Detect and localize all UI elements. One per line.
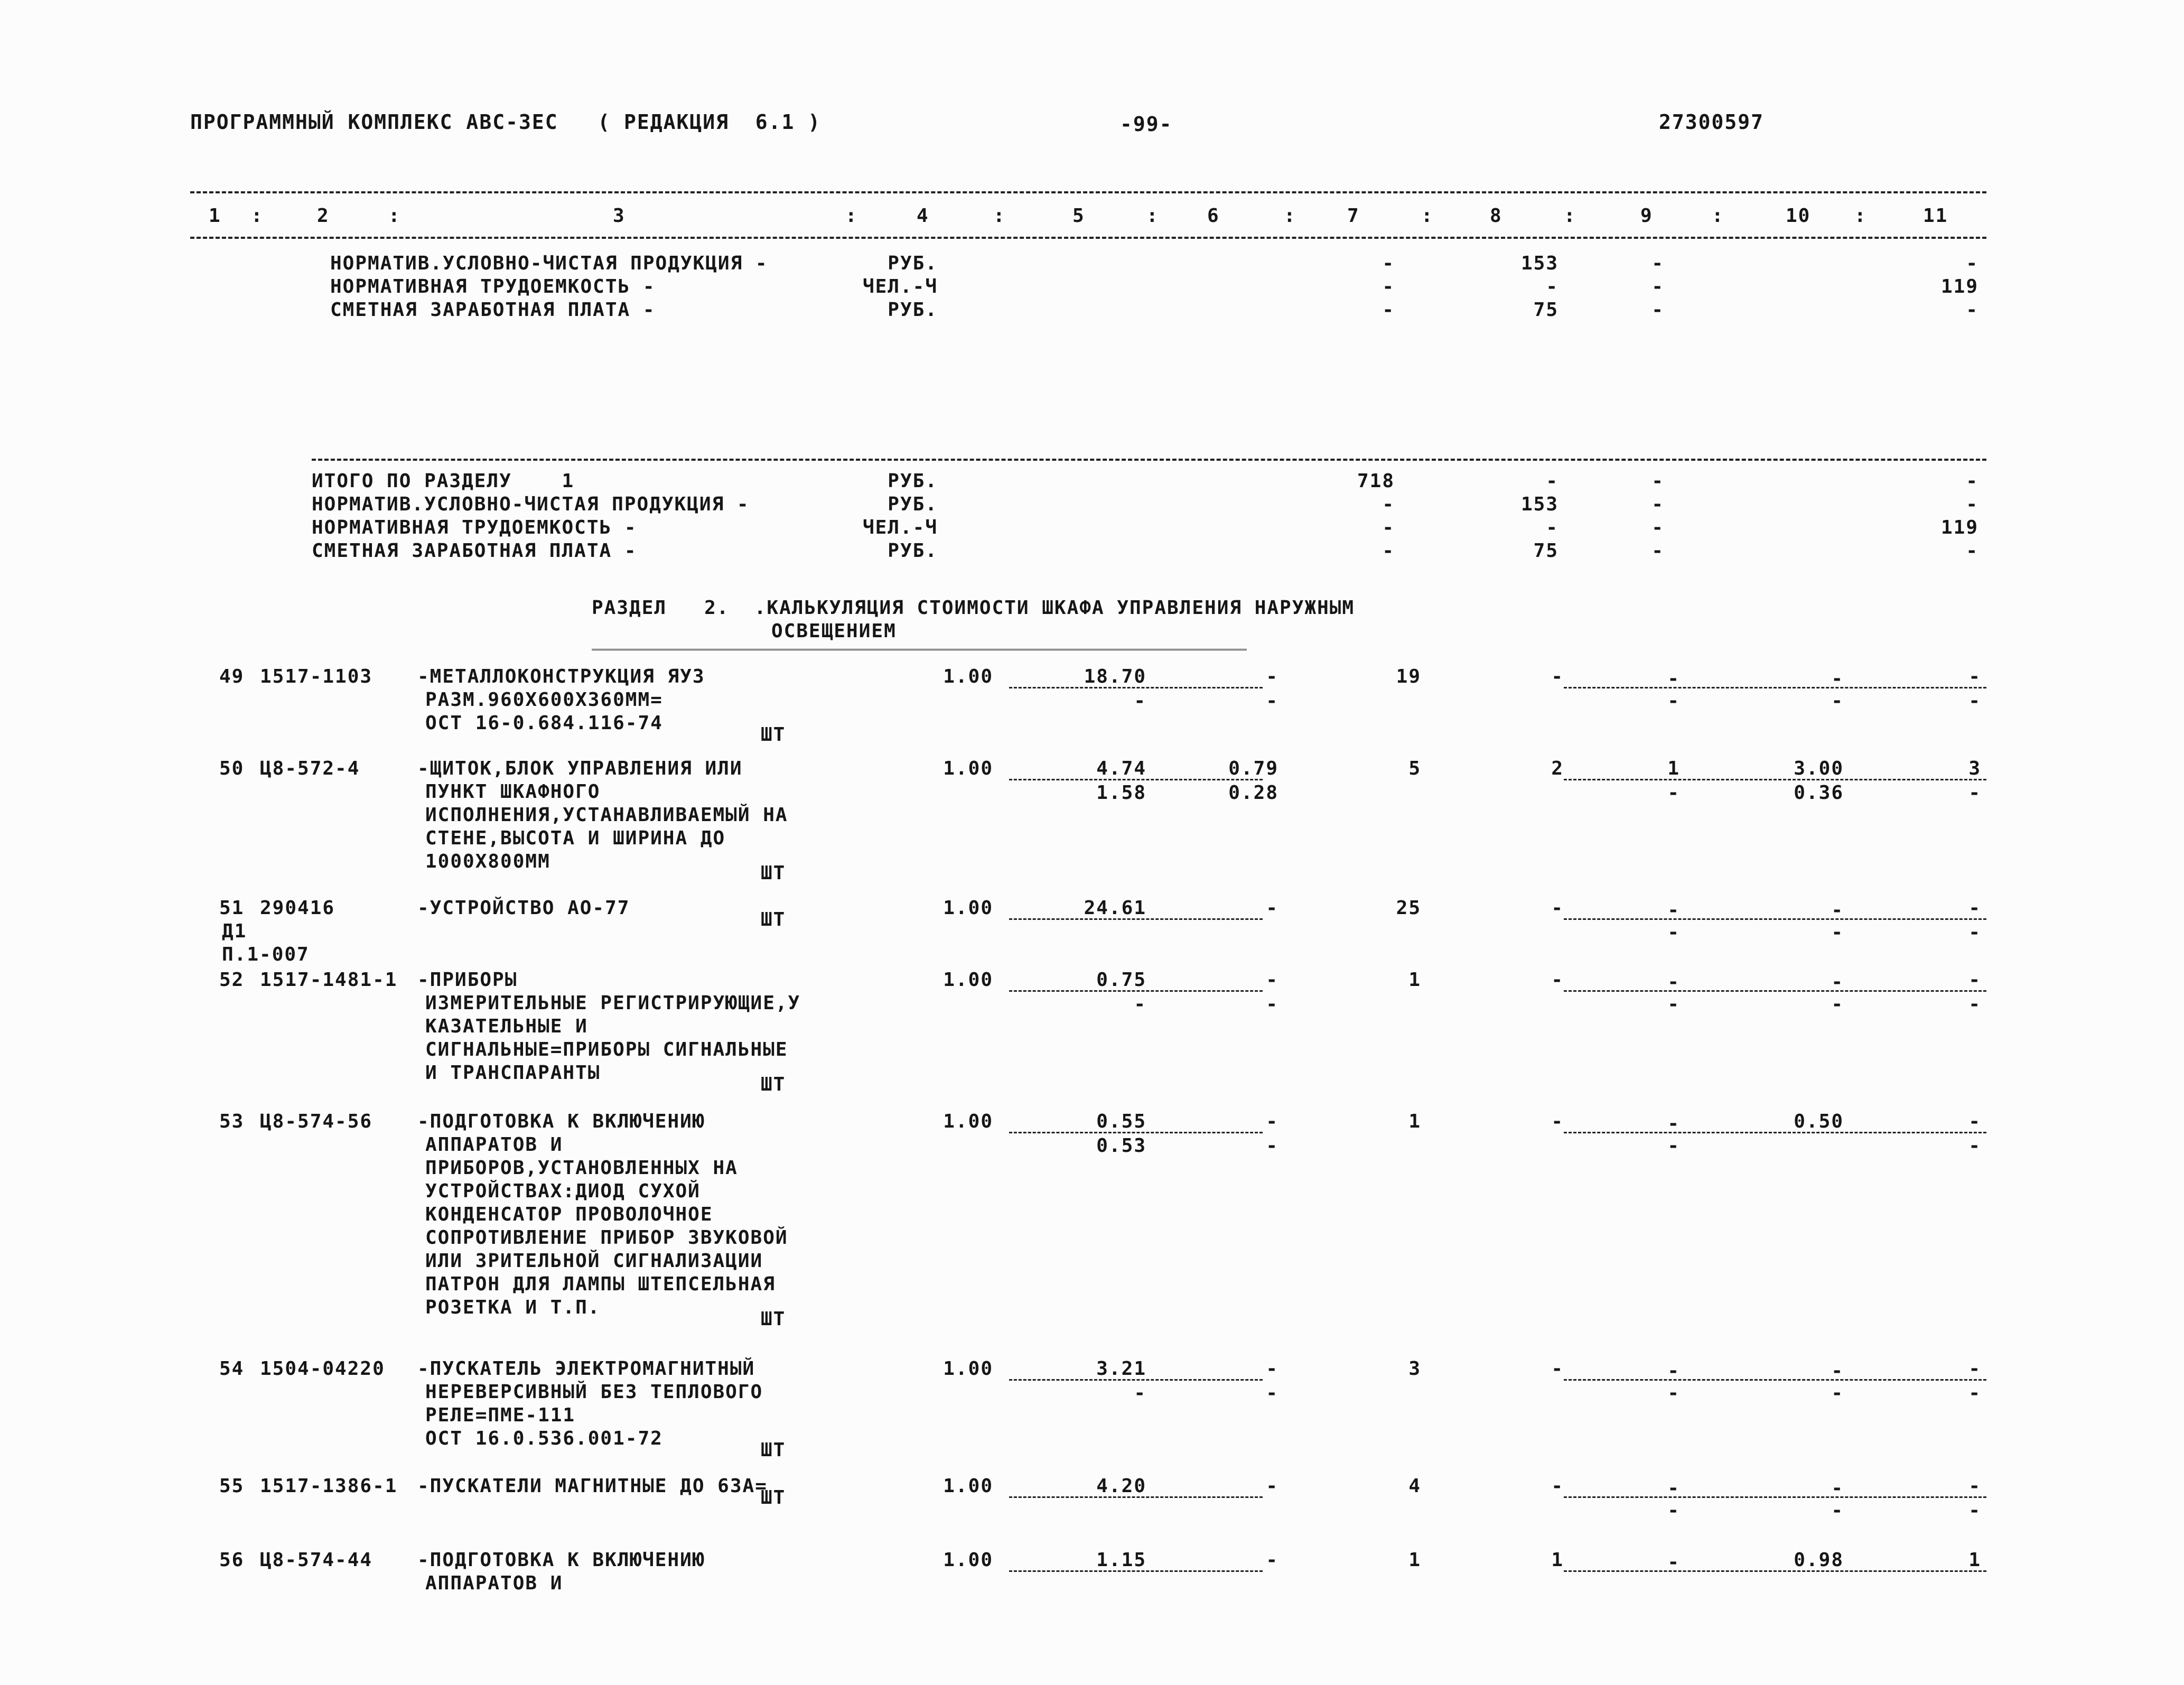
row-quantity: 1.00 [943,1111,993,1132]
summary-section-col8: - [1546,470,1558,492]
row-code: 1504-04220 [260,1358,385,1380]
row-col11: - [1968,666,1981,687]
row-description: И ТРАНСПАРАНТЫ [425,1062,601,1084]
row-col6: - [1266,969,1278,991]
row-col11: - [1968,969,1981,991]
row-col6-wage: - [1266,1135,1278,1157]
row-description: -ПОДГОТОВКА К ВКЛЮЧЕНИЮ [417,1549,705,1571]
summary-section-unit: ЧЕЛ.-Ч [862,517,938,538]
row-col9: - [1667,668,1680,690]
row-unit: ШТ [761,1439,786,1461]
row-col8: - [1551,1111,1564,1132]
row-col11: 3 [1968,758,1981,779]
row-col10-wage: 0.36 [1794,782,1844,804]
row-col9-wage: - [1667,921,1680,943]
row-col9-wage: - [1667,1382,1680,1404]
row-description: ПРИБОРОВ,УСТАНОВЛЕННЫХ НА [425,1157,738,1179]
row-col11-wage: - [1968,1135,1981,1157]
row-col10-wage: - [1831,921,1844,943]
row-col8: - [1551,666,1564,687]
column-number: 6 [1207,205,1220,227]
column-number: 2 [317,205,330,227]
summary-top-col7: - [1382,299,1395,321]
summary-section-col8: 75 [1533,540,1558,562]
page-number: -99- [1120,113,1173,136]
row-col10: 3.00 [1794,758,1844,779]
summary-top-col8: 153 [1520,253,1558,274]
row-col7: 25 [1396,897,1421,919]
row-col6: - [1266,1549,1278,1571]
summary-top-label: НОРМАТИВНАЯ ТРУДОЕМКОСТЬ - [330,276,656,297]
row-col6-wage: - [1266,690,1278,712]
row-col6-wage: - [1266,993,1278,1015]
column-separator: : [1854,205,1867,227]
row-col10-wage: - [1831,690,1844,712]
summary-section-col11: - [1966,540,1978,562]
row-description: РЕЛЕ=ПМЕ-111 [425,1404,576,1426]
column-separator: : [993,205,1006,227]
column-number: 11 [1923,205,1948,227]
summary-section-col7: - [1382,517,1395,538]
row-unit-cost: 0.75 [1096,969,1146,991]
row-col8: - [1551,1358,1564,1380]
row-description: УСТРОЙСТВАХ:ДИОД СУХОЙ [425,1180,701,1202]
row-description: -ПОДГОТОВКА К ВКЛЮЧЕНИЮ [417,1111,705,1132]
row-number: 56 [219,1549,245,1571]
row-description: -ПУСКАТЕЛИ МАГНИТНЫЕ ДО 63А= [417,1475,768,1497]
column-number: 7 [1347,205,1360,227]
row-unit-wage: 0.53 [1096,1135,1146,1157]
row-col7: 1 [1408,1549,1421,1571]
row-quantity: 1.00 [943,1358,993,1380]
row-code: 1517-1103 [260,666,373,687]
row-unit: ШТ [761,862,786,884]
row-subrule-right [1564,990,1986,992]
column-number: 1 [209,205,221,227]
summary-top-unit: ЧЕЛ.-Ч [862,276,938,297]
row-col10-wage: - [1831,993,1844,1015]
row-unit-wage: 1.58 [1096,782,1146,804]
row-code: Ц8-574-56 [260,1111,373,1132]
summary-top-col11: 119 [1940,276,1978,297]
row-col6: - [1266,1358,1278,1380]
row-unit-cost: 4.20 [1096,1475,1146,1497]
row-col10: 0.98 [1794,1549,1844,1571]
row-subrule [1009,1570,1263,1572]
row-subrule-right [1564,1570,1986,1572]
row-col11-wage: - [1968,993,1981,1015]
row-quantity: 1.00 [943,1549,993,1571]
column-header-rule [190,237,1986,239]
row-col6: - [1266,1475,1278,1497]
row-subrule [1009,779,1263,780]
row-number: 52 [219,969,245,991]
summary-top-label: НОРМАТИВ.УСЛОВНО-ЧИСТАЯ ПРОДУКЦИЯ - [330,253,768,274]
row-col6: - [1266,897,1278,919]
row-unit-cost: 3.21 [1096,1358,1146,1380]
summary-section-col8: - [1546,517,1558,538]
row-col9: 1 [1667,758,1680,779]
row-quantity: 1.00 [943,1475,993,1497]
row-col8: 1 [1551,1549,1564,1571]
row-col6: 0.79 [1228,758,1278,779]
row-col9: - [1667,1113,1680,1134]
summary-section-label: НОРМАТИВ.УСЛОВНО-ЧИСТАЯ ПРОДУКЦИЯ - [312,494,750,515]
column-number: 3 [613,205,626,227]
column-number: 8 [1490,205,1502,227]
row-unit: ШТ [761,909,786,930]
row-description: ОСТ 16.0.536.001-72 [425,1428,663,1449]
row-quantity: 1.00 [943,666,993,687]
row-col9: - [1667,1551,1680,1573]
row-number: 49 [219,666,245,687]
row-description: ОСТ 16-0.684.116-74 [425,712,663,734]
row-subrule-right [1564,687,1986,688]
column-number: 10 [1786,205,1811,227]
row-description: ИЗМЕРИТЕЛЬНЫЕ РЕГИСТРИРУЮЩИЕ,У [425,992,801,1014]
summary-section-col7: - [1382,540,1395,562]
row-code-extra: П.1-007 [222,944,310,965]
row-number: 50 [219,758,245,779]
summary-top-col11: - [1966,299,1978,321]
row-subrule-right [1564,1132,1986,1133]
row-quantity: 1.00 [943,758,993,779]
summary-section-col9: - [1651,540,1664,562]
row-description: -МЕТАЛЛОКОНСТРУКЦИЯ ЯУ3 [417,666,705,687]
row-description: КОНДЕНСАТОР ПРОВОЛОЧНОЕ [425,1204,713,1225]
column-number: 9 [1640,205,1653,227]
row-col11: 1 [1968,1549,1981,1571]
summary-section-col7: - [1382,494,1395,515]
row-col11: - [1968,1111,1981,1132]
summary-section-col11: 119 [1940,517,1978,538]
row-unit: ШТ [761,1487,786,1509]
row-col9-wage: - [1667,690,1680,712]
row-subrule [1009,990,1263,992]
row-unit-cost: 18.70 [1084,666,1146,687]
row-col8: - [1551,897,1564,919]
section-total-rule [312,459,1986,461]
column-separator: : [1712,205,1724,227]
table-top-rule [190,191,1986,193]
row-col9: - [1667,899,1680,921]
summary-section-col9: - [1651,494,1664,515]
row-col7: 5 [1408,758,1421,779]
row-col10: - [1831,668,1844,690]
summary-section-col8: 153 [1520,494,1558,515]
summary-section-col7: 718 [1357,470,1395,492]
row-col11-wage: - [1968,690,1981,712]
summary-top-col9: - [1651,299,1664,321]
summary-section-col9: - [1651,517,1664,538]
row-unit-cost: 0.55 [1096,1111,1146,1132]
summary-top-col11: - [1966,253,1978,274]
row-unit-wage: - [1134,993,1146,1015]
row-col10: - [1831,899,1844,921]
row-col11: - [1968,1475,1981,1497]
row-col7: 1 [1408,969,1421,991]
row-description: СТЕНЕ,ВЫСОТА И ШИРИНА ДО [425,827,726,849]
row-subrule-right [1564,1379,1986,1381]
summary-section-col9: - [1651,470,1664,492]
row-number: 51 [219,897,245,919]
row-description: -ЩИТОК,БЛОК УПРАВЛЕНИЯ ИЛИ [417,758,743,779]
summary-top-col8: - [1546,276,1558,297]
summary-section-unit: РУБ. [888,494,938,515]
row-quantity: 1.00 [943,897,993,919]
row-subrule-right [1564,1496,1986,1498]
row-unit: ШТ [761,1308,786,1330]
summary-section-col11: - [1966,470,1978,492]
summary-section-unit: РУБ. [888,470,938,492]
summary-section-label: ИТОГО ПО РАЗДЕЛУ 1 [312,470,575,492]
summary-top-col9: - [1651,253,1664,274]
row-description: ИСПОЛНЕНИЯ,УСТАНАВЛИВАЕМЫЙ НА [425,804,788,826]
document-code: 27300597 [1659,110,1765,134]
section-title-underline [592,649,1247,650]
column-separator: : [388,205,401,227]
row-description: ПУНКТ ШКАФНОГО [425,781,601,803]
row-col9: - [1667,971,1680,993]
row-unit-wage: - [1134,1382,1146,1404]
row-description: РОЗЕТКА И Т.П. [425,1297,601,1318]
summary-top-col7: - [1382,253,1395,274]
row-code-extra: Д1 [222,920,247,942]
row-col9-wage: - [1667,993,1680,1015]
row-subrule [1009,918,1263,920]
row-col6-wage: - [1266,1382,1278,1404]
row-col6: - [1266,666,1278,687]
row-description: -УСТРОЙСТВО АО-77 [417,897,630,919]
row-subrule-right [1564,918,1986,920]
row-unit: ШТ [761,724,786,746]
row-col11: - [1968,897,1981,919]
column-separator: : [1284,205,1296,227]
summary-section-label: СМЕТНАЯ ЗАРАБОТНАЯ ПЛАТА - [312,540,637,562]
row-col7: 3 [1408,1358,1421,1380]
row-col7: 4 [1408,1475,1421,1497]
row-description: РАЗМ.960Х600Х360ММ= [425,689,663,711]
column-separator: : [251,205,264,227]
row-col8: - [1551,1475,1564,1497]
column-number: 4 [917,205,929,227]
row-code: 290416 [260,897,335,919]
column-separator: : [1421,205,1434,227]
column-separator: : [845,205,858,227]
summary-top-unit: РУБ. [888,253,938,274]
row-description: -ПРИБОРЫ [417,969,518,991]
summary-section-col11: - [1966,494,1978,515]
row-number: 54 [219,1358,245,1380]
row-number: 53 [219,1111,245,1132]
row-col9-wage: - [1667,1135,1680,1157]
row-col6: - [1266,1111,1278,1132]
summary-top-col7: - [1382,276,1395,297]
row-description: КАЗАТЕЛЬНЫЕ И [425,1016,588,1037]
row-code: 1517-1481-1 [260,969,398,991]
row-col11-wage: - [1968,1500,1981,1521]
header-left: ПРОГРАММНЫЙ КОМПЛЕКС АВС-3ЕС ( РЕДАКЦИЯ 6.1 ) [190,110,822,134]
row-col7: 19 [1396,666,1421,687]
row-number: 55 [219,1475,245,1497]
column-separator: : [1564,205,1576,227]
row-col6-wage: 0.28 [1228,782,1278,804]
row-col10: - [1831,1360,1844,1382]
row-subrule [1009,1379,1263,1381]
section-title: РАЗДЕЛ 2. .КАЛЬКУЛЯЦИЯ СТОИМОСТИ ШКАФА УПРАВЛЕНИЯ НАРУЖНЫМ [592,597,1355,619]
row-description: ПАТРОН ДЛЯ ЛАМПЫ ШТЕПСЕЛЬНАЯ [425,1273,776,1295]
row-subrule [1009,1496,1263,1498]
row-code: 1517-1386-1 [260,1475,398,1497]
row-col10: - [1831,971,1844,993]
row-col10-wage: - [1831,1500,1844,1521]
row-subrule [1009,1132,1263,1133]
summary-section-unit: РУБ. [888,540,938,562]
row-code: Ц8-572-4 [260,758,360,779]
row-col9: - [1667,1360,1680,1382]
column-separator: : [1146,205,1159,227]
row-col10-wage: - [1831,1382,1844,1404]
row-description: СОПРОТИВЛЕНИЕ ПРИБОР ЗВУКОВОЙ [425,1227,788,1249]
row-description: НЕРЕВЕРСИВНЫЙ БЕЗ ТЕПЛОВОГО [425,1381,763,1403]
row-col11-wage: - [1968,782,1981,804]
summary-top-unit: РУБ. [888,299,938,321]
row-unit-cost: 24.61 [1084,897,1146,919]
summary-top-col9: - [1651,276,1664,297]
row-description: АППАРАТОВ И [425,1572,563,1594]
row-subrule [1009,687,1263,688]
summary-top-label: СМЕТНАЯ ЗАРАБОТНАЯ ПЛАТА - [330,299,656,321]
row-quantity: 1.00 [943,969,993,991]
row-code: Ц8-574-44 [260,1549,373,1571]
row-col7: 1 [1408,1111,1421,1132]
row-col10: - [1831,1477,1844,1499]
row-col11-wage: - [1968,921,1981,943]
section-title-continued: ОСВЕЩЕНИЕМ [771,620,897,642]
column-number: 5 [1072,205,1085,227]
row-unit: ШТ [761,1074,786,1095]
row-col11-wage: - [1968,1382,1981,1404]
row-description: 1000Х800ММ [425,851,550,872]
row-col9-wage: - [1667,1500,1680,1521]
row-unit-cost: 4.74 [1096,758,1146,779]
row-unit-cost: 1.15 [1096,1549,1146,1571]
row-col10: 0.50 [1794,1111,1844,1132]
row-description: ИЛИ ЗРИТЕЛЬНОЙ СИГНАЛИЗАЦИИ [425,1250,763,1272]
row-col8: - [1551,969,1564,991]
row-col8: 2 [1551,758,1564,779]
row-col9-wage: - [1667,782,1680,804]
summary-top-col8: 75 [1533,299,1558,321]
row-col11: - [1968,1358,1981,1380]
row-description: -ПУСКАТЕЛЬ ЭЛЕКТРОМАГНИТНЫЙ [417,1358,755,1380]
row-col9: - [1667,1477,1680,1499]
row-subrule-right [1564,779,1986,780]
row-unit-wage: - [1134,690,1146,712]
row-description: АППАРАТОВ И [425,1134,563,1156]
summary-section-label: НОРМАТИВНАЯ ТРУДОЕМКОСТЬ - [312,517,637,538]
row-description: СИГНАЛЬНЫЕ=ПРИБОРЫ СИГНАЛЬНЫЕ [425,1039,788,1060]
